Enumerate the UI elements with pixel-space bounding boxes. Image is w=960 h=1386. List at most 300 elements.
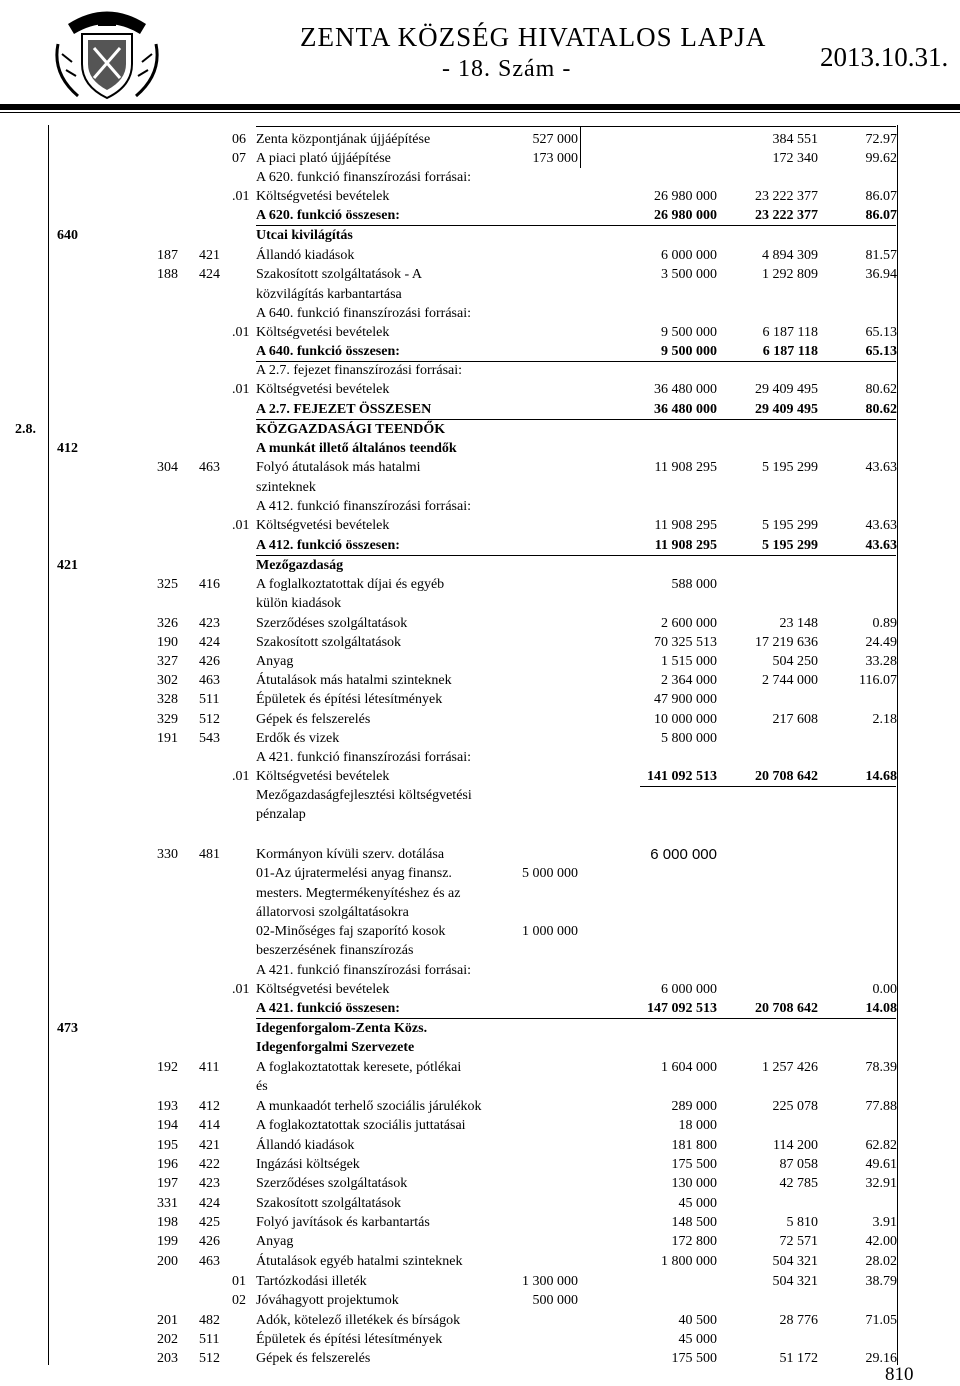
col-description: és bbox=[256, 1079, 268, 1094]
row-rule bbox=[256, 419, 896, 420]
col-description: A foglalkoztatottak díjai és egyéb bbox=[256, 577, 445, 592]
col-description: Gépek és felszerelés bbox=[256, 712, 371, 727]
col-percent: 33.28 bbox=[865, 654, 897, 669]
col-description: Szakosított szolgáltatások - A bbox=[256, 267, 423, 282]
col-function: 473 bbox=[57, 1021, 78, 1036]
table-row bbox=[0, 323, 960, 342]
col-position: 327 bbox=[157, 654, 178, 669]
col-percent: 86.07 bbox=[865, 189, 897, 204]
col-position: 190 bbox=[157, 635, 178, 650]
col-percent: 65.13 bbox=[865, 325, 897, 340]
col-account: 423 bbox=[199, 1176, 220, 1191]
col-description: Költségvetési bevételek bbox=[256, 325, 390, 340]
col-planned: 1 515 000 bbox=[661, 654, 717, 669]
table-row bbox=[0, 980, 960, 999]
col-description: A 421. funkció finanszírozási forrásai: bbox=[256, 963, 471, 978]
row-rule bbox=[256, 225, 896, 226]
col-planned: 5 800 000 bbox=[661, 731, 717, 746]
table-row bbox=[0, 845, 960, 864]
col-description: Jóváhagyott projektumok bbox=[256, 1293, 399, 1308]
col-description: Tartózkodási illeték bbox=[256, 1274, 367, 1289]
col-account: 424 bbox=[199, 635, 220, 650]
col-planned: 9 500 000 bbox=[661, 344, 717, 359]
table-row bbox=[0, 497, 960, 516]
col-description: Költségvetési bevételek bbox=[256, 982, 390, 997]
col-sub: 06 bbox=[232, 132, 246, 147]
col-account: 422 bbox=[199, 1157, 220, 1172]
col-description: Állandó kiadások bbox=[256, 1138, 355, 1153]
col-position: 202 bbox=[157, 1332, 178, 1347]
col-executed: 6 187 118 bbox=[762, 325, 818, 340]
table-row bbox=[0, 748, 960, 767]
col-sub-amount: 1 000 000 bbox=[522, 924, 578, 939]
col-description: Szerződéses szolgáltatások bbox=[256, 1176, 408, 1191]
col-position: 192 bbox=[157, 1060, 178, 1075]
col-position: 201 bbox=[157, 1313, 178, 1328]
col-sub-amount: 1 300 000 bbox=[522, 1274, 578, 1289]
col-planned: 130 000 bbox=[671, 1176, 717, 1191]
col-planned: 147 092 513 bbox=[647, 1001, 717, 1016]
col-description: Mezőgazdaságfejlesztési költségvetési bbox=[256, 788, 472, 803]
table-row bbox=[0, 710, 960, 729]
col-position: 329 bbox=[157, 712, 178, 727]
col-description: Gépek és felszerelés bbox=[256, 1351, 371, 1366]
col-executed: 29 409 495 bbox=[755, 382, 818, 397]
col-executed: 87 058 bbox=[779, 1157, 818, 1172]
table-row bbox=[0, 400, 960, 419]
col-percent: 99.62 bbox=[865, 151, 897, 166]
row-rule bbox=[256, 1018, 896, 1019]
col-planned: 18 000 bbox=[678, 1118, 717, 1133]
col-description: Folyó javítások és karbantartás bbox=[256, 1215, 430, 1230]
col-description: Folyó átutalások más hatalmi bbox=[256, 460, 421, 475]
table-row bbox=[0, 1311, 960, 1330]
col-account: 463 bbox=[199, 673, 220, 688]
col-description: Épületek és építési létesítmények bbox=[256, 692, 443, 707]
row-rule bbox=[256, 361, 896, 362]
col-position: 194 bbox=[157, 1118, 178, 1133]
table-row bbox=[0, 594, 960, 613]
col-planned: 181 800 bbox=[671, 1138, 717, 1153]
col-executed: 5 195 299 bbox=[762, 460, 818, 475]
col-sub-amount: 500 000 bbox=[532, 1293, 578, 1308]
col-sub-amount: 527 000 bbox=[532, 132, 578, 147]
table-row bbox=[0, 246, 960, 265]
table-row bbox=[0, 478, 960, 497]
col-description: Adók, kötelező illetékek és bírságok bbox=[256, 1313, 461, 1328]
col-description: Zenta központjának újjáépítése bbox=[256, 132, 431, 147]
col-description: A 2.7. fejezet finanszírozási forrásai: bbox=[256, 363, 463, 378]
col-percent: 80.62 bbox=[865, 402, 897, 417]
col-description: A munkaadót terhelő szociális járulékok bbox=[256, 1099, 482, 1114]
table-row bbox=[0, 361, 960, 380]
table-row bbox=[0, 903, 960, 922]
table-row bbox=[0, 1077, 960, 1096]
table-row bbox=[0, 767, 960, 786]
table-row bbox=[0, 1213, 960, 1232]
col-planned: 11 908 295 bbox=[654, 460, 717, 475]
col-account: 421 bbox=[199, 248, 220, 263]
col-position: 330 bbox=[157, 847, 178, 862]
col-description: Kormányon kívüli szerv. dotálása bbox=[256, 847, 445, 862]
table-row bbox=[0, 226, 960, 245]
col-percent: 28.02 bbox=[865, 1254, 897, 1269]
col-planned: 26 980 000 bbox=[654, 208, 717, 223]
col-description: A foglakoztatottak keresete, pótlékai bbox=[256, 1060, 462, 1075]
col-account: 426 bbox=[199, 654, 220, 669]
col-percent: 72.97 bbox=[865, 132, 897, 147]
table-row bbox=[0, 149, 960, 168]
col-executed: 20 708 642 bbox=[755, 769, 818, 784]
col-account: 511 bbox=[199, 1332, 220, 1347]
table-row bbox=[0, 439, 960, 458]
col-account: 411 bbox=[199, 1060, 220, 1075]
col-description: pénzalap bbox=[256, 807, 306, 822]
col-sub: 07 bbox=[232, 151, 246, 166]
col-percent: 14.08 bbox=[865, 1001, 897, 1016]
table-row bbox=[0, 206, 960, 225]
col-description: Költségvetési bevételek bbox=[256, 518, 390, 533]
row-rule bbox=[256, 555, 896, 556]
col-percent: 78.39 bbox=[865, 1060, 897, 1075]
col-sub: .01 bbox=[232, 518, 250, 533]
col-function: 421 bbox=[57, 558, 78, 573]
col-description: Anyag bbox=[256, 654, 294, 669]
col-account: 423 bbox=[199, 616, 220, 631]
table-row bbox=[0, 961, 960, 980]
col-description: A 2.7. FEJEZET ÖSSZESEN bbox=[256, 402, 432, 417]
table-row bbox=[0, 380, 960, 399]
col-executed: 29 409 495 bbox=[755, 402, 818, 417]
col-description: 01-Az újratermelési anyag finansz. bbox=[256, 866, 452, 881]
table-row bbox=[0, 130, 960, 149]
table-row bbox=[0, 614, 960, 633]
col-executed: 172 340 bbox=[772, 151, 818, 166]
col-position: 302 bbox=[157, 673, 178, 688]
col-description: A 412. funkció finanszírozási forrásai: bbox=[256, 499, 471, 514]
col-planned: 45 000 bbox=[678, 1332, 717, 1347]
col-description: Szakosított szolgáltatások bbox=[256, 635, 402, 650]
table-row bbox=[0, 285, 960, 304]
col-executed: 51 172 bbox=[779, 1351, 818, 1366]
table-row bbox=[0, 1058, 960, 1077]
col-position: 196 bbox=[157, 1157, 178, 1172]
col-percent: 32.91 bbox=[865, 1176, 897, 1191]
col-position: 304 bbox=[157, 460, 178, 475]
col-executed: 384 551 bbox=[772, 132, 818, 147]
col-percent: 86.07 bbox=[865, 208, 897, 223]
col-percent: 65.13 bbox=[865, 344, 897, 359]
table-row bbox=[0, 1291, 960, 1310]
col-percent: 116.07 bbox=[859, 673, 897, 688]
col-position: 331 bbox=[157, 1196, 178, 1211]
col-executed: 42 785 bbox=[779, 1176, 818, 1191]
col-percent: 0.89 bbox=[872, 616, 897, 631]
col-position: 328 bbox=[157, 692, 178, 707]
publication-date: 2013.10.31. bbox=[820, 42, 949, 72]
col-executed: 114 200 bbox=[773, 1138, 818, 1153]
col-planned: 10 000 000 bbox=[654, 712, 717, 727]
col-function: 640 bbox=[57, 228, 78, 243]
col-position: 199 bbox=[157, 1234, 178, 1249]
col-percent: 3.91 bbox=[872, 1215, 897, 1230]
col-description: Épületek és építési létesítmények bbox=[256, 1332, 443, 1347]
col-account: 481 bbox=[199, 847, 220, 862]
col-planned: 289 000 bbox=[671, 1099, 717, 1114]
col-description: Átutalások egyéb hatalmi szinteknek bbox=[256, 1254, 463, 1269]
col-executed: 23 222 377 bbox=[755, 189, 818, 204]
col-description: Költségvetési bevételek bbox=[256, 382, 390, 397]
col-executed: 23 148 bbox=[779, 616, 818, 631]
col-executed: 17 219 636 bbox=[755, 635, 818, 650]
col-executed: 72 571 bbox=[779, 1234, 818, 1249]
table-row bbox=[0, 556, 960, 575]
table-row bbox=[0, 1194, 960, 1213]
col-planned: 2 364 000 bbox=[661, 673, 717, 688]
col-description: Átutalások más hatalmi szinteknek bbox=[256, 673, 452, 688]
col-percent: 80.62 bbox=[865, 382, 897, 397]
col-sub: .01 bbox=[232, 325, 250, 340]
col-executed: 23 222 377 bbox=[755, 208, 818, 223]
col-description: beszerzésének finanszírozás bbox=[256, 943, 414, 958]
col-planned: 36 480 000 bbox=[654, 382, 717, 397]
row-rule bbox=[256, 126, 580, 127]
table-row bbox=[0, 265, 960, 284]
table-row bbox=[0, 922, 960, 941]
col-account: 511 bbox=[199, 692, 220, 707]
table-row bbox=[0, 516, 960, 535]
col-executed: 2 744 000 bbox=[762, 673, 818, 688]
col-planned: 36 480 000 bbox=[654, 402, 717, 417]
col-executed: 504 250 bbox=[772, 654, 818, 669]
col-executed: 1 257 426 bbox=[762, 1060, 818, 1075]
col-planned: 70 325 513 bbox=[654, 635, 717, 650]
col-sub-amount: 5 000 000 bbox=[522, 866, 578, 881]
col-planned: 172 800 bbox=[671, 1234, 717, 1249]
table-row bbox=[0, 1252, 960, 1271]
col-planned: 6 000 000 bbox=[661, 248, 717, 263]
col-description: szinteknek bbox=[256, 480, 316, 495]
table-row bbox=[0, 884, 960, 903]
col-description: A 421. funkció finanszírozási forrásai: bbox=[256, 750, 471, 765]
table-row bbox=[0, 941, 960, 960]
col-description: Utcai kivilágítás bbox=[256, 228, 353, 243]
col-sub: .01 bbox=[232, 769, 250, 784]
col-sub: .01 bbox=[232, 382, 250, 397]
col-description: A 640. funkció összesen: bbox=[256, 344, 400, 359]
row-rule bbox=[640, 786, 896, 787]
col-percent: 0.00 bbox=[872, 982, 897, 997]
col-sub: .01 bbox=[232, 189, 250, 204]
table-row bbox=[0, 999, 960, 1018]
col-position: 188 bbox=[157, 267, 178, 282]
col-planned: 11 908 295 bbox=[654, 538, 717, 553]
col-executed: 217 608 bbox=[772, 712, 818, 727]
col-planned: 45 000 bbox=[678, 1196, 717, 1211]
col-planned: 588 000 bbox=[671, 577, 717, 592]
table-row bbox=[0, 342, 960, 361]
col-position: 187 bbox=[157, 248, 178, 263]
col-planned: 141 092 513 bbox=[647, 769, 717, 784]
table-row bbox=[0, 1174, 960, 1193]
col-sub: 01 bbox=[232, 1274, 246, 1289]
table-row bbox=[0, 729, 960, 748]
table-row bbox=[0, 304, 960, 323]
col-percent: 43.63 bbox=[865, 460, 897, 475]
col-executed: 504 321 bbox=[772, 1254, 818, 1269]
table-row bbox=[0, 168, 960, 187]
col-account: 416 bbox=[199, 577, 220, 592]
col-planned: 175 500 bbox=[671, 1157, 717, 1172]
col-executed: 5 195 299 bbox=[762, 518, 818, 533]
table-row bbox=[0, 1136, 960, 1155]
col-percent: 81.57 bbox=[865, 248, 897, 263]
col-description: külön kiadások bbox=[256, 596, 342, 611]
table-row bbox=[0, 187, 960, 206]
col-sub-amount: 173 000 bbox=[532, 151, 578, 166]
col-account: 482 bbox=[199, 1313, 220, 1328]
col-description: A 640. funkció finanszírozási forrásai: bbox=[256, 306, 471, 321]
col-description: mesters. Megtermékenyítéshez és az bbox=[256, 886, 461, 901]
col-percent: 38.79 bbox=[865, 1274, 897, 1289]
col-planned: 3 500 000 bbox=[661, 267, 717, 282]
col-description: 02-Minőséges faj szaporító kosok bbox=[256, 924, 446, 939]
col-account: 463 bbox=[199, 1254, 220, 1269]
table-row bbox=[0, 805, 960, 824]
col-account: 424 bbox=[199, 1196, 220, 1211]
col-planned: 175 500 bbox=[671, 1351, 717, 1366]
col-section: 2.8. bbox=[15, 422, 36, 437]
table-row bbox=[0, 1330, 960, 1349]
table-row bbox=[0, 458, 960, 477]
col-planned: 40 500 bbox=[678, 1313, 717, 1328]
col-percent: 14.68 bbox=[865, 769, 897, 784]
col-account: 414 bbox=[199, 1118, 220, 1133]
col-planned: 6 000 000 bbox=[661, 982, 717, 997]
table-row bbox=[0, 1038, 960, 1057]
col-description: A munkát illető általános teendők bbox=[256, 441, 457, 456]
col-account: 512 bbox=[199, 712, 220, 727]
col-executed: 225 078 bbox=[772, 1099, 818, 1114]
col-account: 421 bbox=[199, 1138, 220, 1153]
col-executed: 5 195 299 bbox=[762, 538, 818, 553]
column-divider bbox=[580, 126, 581, 168]
col-executed: 20 708 642 bbox=[755, 1001, 818, 1016]
row-rule bbox=[580, 126, 896, 127]
col-percent: 77.88 bbox=[865, 1099, 897, 1114]
col-percent: 43.63 bbox=[865, 538, 897, 553]
col-description: Állandó kiadások bbox=[256, 248, 355, 263]
col-percent: 43.63 bbox=[865, 518, 897, 533]
table-row bbox=[0, 1232, 960, 1251]
col-description: Ingázási költségek bbox=[256, 1157, 360, 1172]
col-percent: 49.61 bbox=[865, 1157, 897, 1172]
publication-title: ZENTA KÖZSÉG HIVATALOS LAPJA bbox=[300, 22, 767, 52]
col-description: Idegenforgalom-Zenta Közs. bbox=[256, 1021, 428, 1036]
table-row bbox=[0, 1349, 960, 1368]
table-row bbox=[0, 786, 960, 805]
col-executed: 4 894 309 bbox=[762, 248, 818, 263]
col-account: 425 bbox=[199, 1215, 220, 1230]
col-description: A foglakoztatottak szociális juttatásai bbox=[256, 1118, 466, 1133]
col-position: 193 bbox=[157, 1099, 178, 1114]
col-planned: 1 800 000 bbox=[661, 1254, 717, 1269]
col-sub: 02 bbox=[232, 1293, 246, 1308]
col-account: 543 bbox=[199, 731, 220, 746]
col-planned: 148 500 bbox=[671, 1215, 717, 1230]
table-row bbox=[0, 671, 960, 690]
table-row bbox=[0, 1019, 960, 1038]
col-planned: 6 000 000 bbox=[650, 846, 717, 863]
col-account: 463 bbox=[199, 460, 220, 475]
col-description: Költségvetési bevételek bbox=[256, 189, 390, 204]
table-row bbox=[0, 420, 960, 439]
col-planned: 2 600 000 bbox=[661, 616, 717, 631]
table-row bbox=[0, 1272, 960, 1291]
col-description: Mezőgazdaság bbox=[256, 558, 344, 573]
col-planned: 11 908 295 bbox=[654, 518, 717, 533]
col-percent: 71.05 bbox=[865, 1313, 897, 1328]
table-row bbox=[0, 575, 960, 594]
col-position: 200 bbox=[157, 1254, 178, 1269]
table-row bbox=[0, 536, 960, 555]
col-account: 426 bbox=[199, 1234, 220, 1249]
col-position: 195 bbox=[157, 1138, 178, 1153]
col-description: Szakosított szolgáltatások bbox=[256, 1196, 402, 1211]
col-executed: 28 776 bbox=[779, 1313, 818, 1328]
col-description: A 421. funkció összesen: bbox=[256, 1001, 400, 1016]
page-number: 810 bbox=[885, 1364, 914, 1385]
col-position: 326 bbox=[157, 616, 178, 631]
col-description: A 620. funkció finanszírozási forrásai: bbox=[256, 170, 471, 185]
col-description: Erdők és vizek bbox=[256, 731, 340, 746]
col-executed: 6 187 118 bbox=[762, 344, 818, 359]
col-description: közvilágítás karbantartása bbox=[256, 287, 402, 302]
col-description: Szerződéses szolgáltatások bbox=[256, 616, 408, 631]
col-percent: 29.16 bbox=[865, 1351, 897, 1366]
col-sub: .01 bbox=[232, 982, 250, 997]
col-planned: 9 500 000 bbox=[661, 325, 717, 340]
col-position: 198 bbox=[157, 1215, 178, 1230]
table-row bbox=[0, 1097, 960, 1116]
col-planned: 47 900 000 bbox=[654, 692, 717, 707]
table-row bbox=[0, 864, 960, 883]
col-planned: 26 980 000 bbox=[654, 189, 717, 204]
col-percent: 62.82 bbox=[865, 1138, 897, 1153]
table-row bbox=[0, 1116, 960, 1135]
col-description: Költségvetési bevételek bbox=[256, 769, 390, 784]
col-position: 325 bbox=[157, 577, 178, 592]
col-percent: 24.49 bbox=[865, 635, 897, 650]
col-position: 203 bbox=[157, 1351, 178, 1366]
table-row bbox=[0, 633, 960, 652]
col-planned: 1 604 000 bbox=[661, 1060, 717, 1075]
table-row bbox=[0, 652, 960, 671]
col-description: A 412. funkció összesen: bbox=[256, 538, 400, 553]
col-executed: 5 810 bbox=[786, 1215, 818, 1230]
col-percent: 36.94 bbox=[865, 267, 897, 282]
col-description: Anyag bbox=[256, 1234, 294, 1249]
col-description: A piaci plató újjáépítése bbox=[256, 151, 391, 166]
col-position: 197 bbox=[157, 1176, 178, 1191]
col-account: 412 bbox=[199, 1099, 220, 1114]
col-description: KÖZGAZDASÁGI TEENDŐK bbox=[256, 422, 446, 437]
col-position: 191 bbox=[157, 731, 178, 746]
col-percent: 42.00 bbox=[865, 1234, 897, 1249]
col-description: állatorvosi szolgáltatásokra bbox=[256, 905, 409, 920]
table-row bbox=[0, 690, 960, 709]
issue-number: - 18. Szám - bbox=[442, 56, 572, 82]
